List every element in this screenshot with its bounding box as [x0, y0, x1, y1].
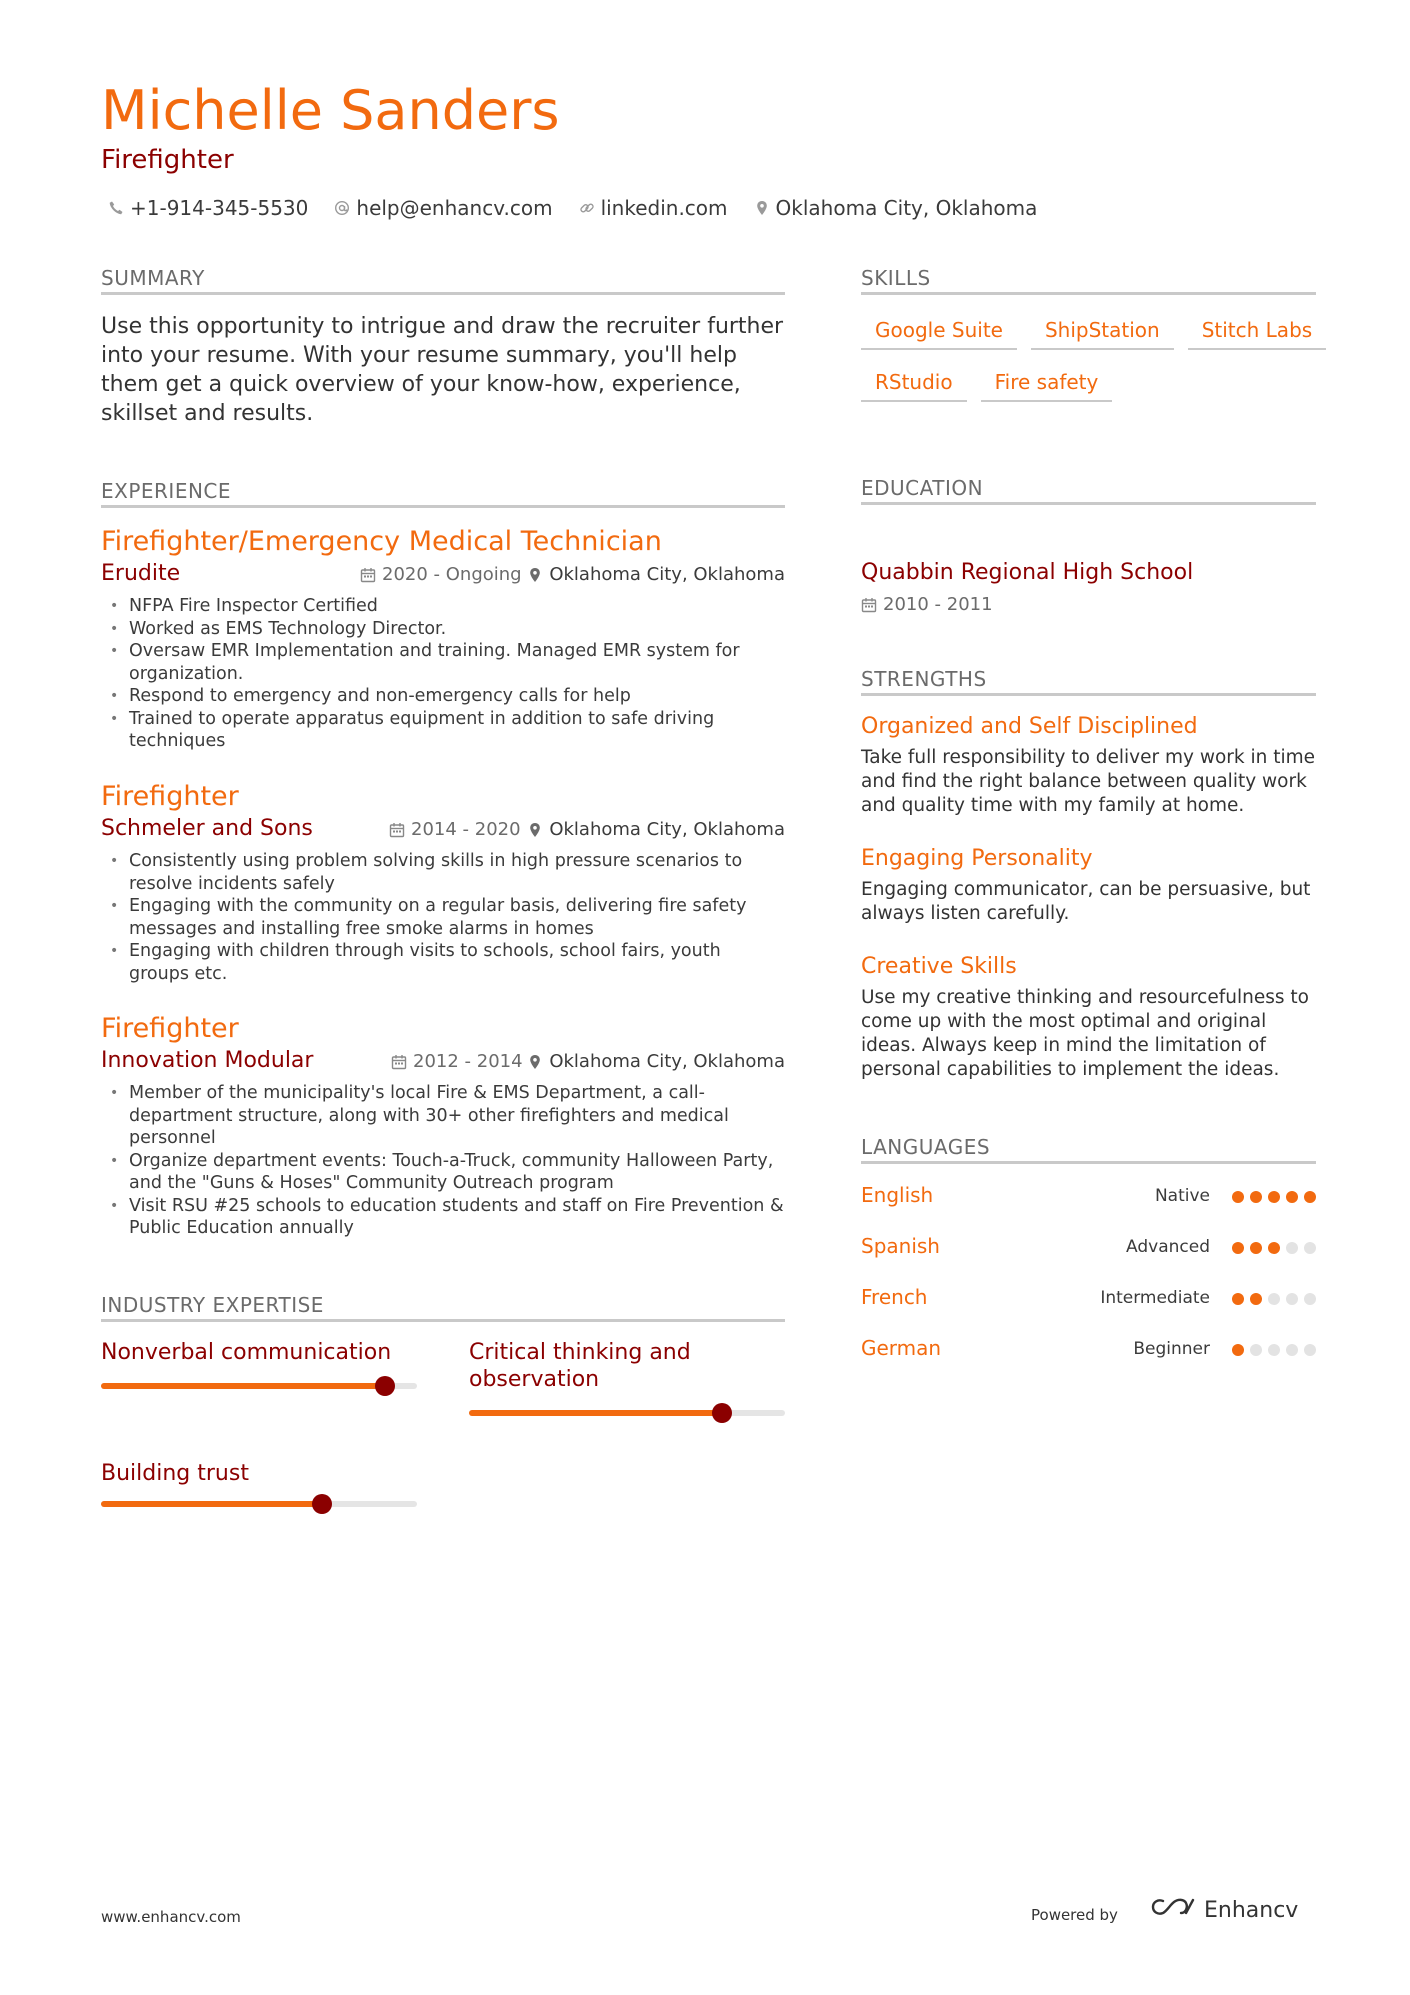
job-entry: [101, 1012, 785, 1240]
calendar-icon: [360, 567, 376, 583]
education-dates-text: 2010 - 2011: [883, 594, 993, 615]
job-entry: [101, 525, 785, 753]
job-title: Firefighter/Emergency Medical Technician: [101, 526, 662, 557]
language-dot-empty: [1286, 1344, 1298, 1356]
contact-phone[interactable]: [108, 196, 308, 220]
language-dot-filled: [1250, 1242, 1262, 1254]
job-meta: [101, 816, 785, 846]
education-heading: EDUCATION: [861, 476, 1316, 505]
language-level: Advanced: [1126, 1237, 1210, 1257]
job-dates-text: 2012 - 2014: [413, 1051, 523, 1072]
job-title: Firefighter: [101, 781, 239, 812]
language-name: French: [861, 1285, 928, 1309]
language-name: German: [861, 1336, 942, 1360]
brand-logo[interactable]: [1150, 1895, 1298, 1925]
language-dot-empty: [1268, 1344, 1280, 1356]
skills-heading: SKILLS: [861, 266, 1316, 295]
language-dot-empty: [1304, 1242, 1316, 1254]
company-name: Erudite: [101, 561, 181, 586]
skill-tag: Fire safety: [981, 366, 1113, 402]
job-location-text: Oklahoma City, Oklahoma: [549, 564, 785, 585]
job-bullets: [101, 1082, 785, 1240]
enhancv-logo-icon: [1150, 1895, 1196, 1925]
job-dates: [391, 1051, 523, 1072]
language-dot-empty: [1304, 1344, 1316, 1356]
language-level: Intermediate: [1100, 1288, 1210, 1308]
job-bullet: • NFPA Fire Inspector Certified: [101, 595, 785, 618]
strength-item: [861, 845, 1321, 926]
location-text: Oklahoma City, Oklahoma: [775, 196, 1038, 220]
language-dot-filled: [1304, 1191, 1316, 1203]
job-bullet: • Trained to operate apparatus equipment in addition to safe driving techniques: [101, 708, 785, 753]
candidate-title: Firefighter: [101, 145, 234, 175]
expertise-bar-knob: [712, 1403, 732, 1423]
job-location: [527, 1051, 785, 1072]
job-location: [527, 819, 785, 840]
summary-heading: SUMMARY: [101, 266, 785, 295]
skill-tag: Stitch Labs: [1188, 314, 1326, 350]
job-bullet: • Organize department events: Touch-a-Truck, community Halloween Party, and the "Guns & Hoses" Community Outreach program: [101, 1150, 785, 1195]
expertise-label: Building trust: [101, 1461, 249, 1486]
expertise-heading: INDUSTRY EXPERTISE: [101, 1293, 785, 1322]
language-dot-filled: [1268, 1242, 1280, 1254]
job-bullet: • Engaging with the community on a regular basis, delivering fire safety messages and installing free smoke alarms in homes: [101, 895, 785, 940]
job-location: [527, 564, 785, 585]
language-dot-empty: [1286, 1293, 1298, 1305]
expertise-bar-fill: [101, 1501, 322, 1507]
job-bullet: • Visit RSU #25 schools to education students and staff on Fire Prevention & Public Education annually: [101, 1195, 785, 1240]
location-icon: [527, 822, 543, 838]
language-level: Native: [1154, 1186, 1210, 1206]
strength-item: [861, 953, 1321, 1082]
job-dates-text: 2020 - Ongoing: [382, 564, 522, 585]
language-dots: [1232, 1293, 1316, 1305]
expertise-item: [101, 1460, 417, 1520]
skills-list: [861, 314, 1331, 402]
contact-location: [754, 196, 1038, 220]
calendar-icon: [389, 822, 405, 838]
job-bullet: • Oversaw EMR Implementation and training. Managed EMR system for organization.: [101, 640, 785, 685]
education-school: Quabbin Regional High School: [861, 560, 1194, 585]
expertise-bar-knob: [375, 1376, 395, 1396]
expertise-item: [469, 1339, 785, 1429]
language-dot-empty: [1304, 1293, 1316, 1305]
calendar-icon: [391, 1054, 407, 1070]
language-dot-filled: [1232, 1191, 1244, 1203]
expertise-bar-fill: [101, 1383, 385, 1389]
company-name: Innovation Modular: [101, 1048, 314, 1073]
job-title: Firefighter: [101, 1013, 239, 1044]
experience-heading: EXPERIENCE: [101, 479, 785, 508]
contact-bar: [108, 196, 1037, 220]
language-dots: [1232, 1191, 1316, 1203]
job-bullet: • Member of the municipality's local Fire & EMS Department, a call-department structure, along with 30+ other firefighters and medical personnel: [101, 1082, 785, 1150]
job-dates: [389, 819, 521, 840]
language-dot-filled: [1232, 1344, 1244, 1356]
language-dots: [1232, 1242, 1316, 1254]
contact-linkedin[interactable]: [579, 196, 728, 220]
powered-by-label: Powered by: [1031, 1906, 1118, 1924]
strength-item: [861, 713, 1321, 818]
language-dot-empty: [1250, 1344, 1262, 1356]
location-icon: [754, 200, 770, 216]
language-dot-filled: [1250, 1191, 1262, 1203]
job-location-text: Oklahoma City, Oklahoma: [549, 819, 785, 840]
strength-description: Use my creative thinking and resourcefulness to come up with the most optimal and original ideas. Always keep in mind the limitation of personal capabilities to implement the ideas.: [861, 987, 1309, 1080]
language-dot-filled: [1286, 1191, 1298, 1203]
candidate-name: Michelle Sanders: [101, 79, 560, 142]
strength-description: Take full responsibility to deliver my work in time and find the right balance between quality work and quality time with my family at home.: [861, 747, 1316, 816]
summary-text: Use this opportunity to intrigue and draw the recruiter further into your resume. With your resume summary, you'll help them get a quick overview of your know-how, experience, skillset and results.: [101, 314, 784, 426]
language-name: English: [861, 1183, 934, 1207]
job-bullets: [101, 850, 785, 985]
job-bullet: • Consistently using problem solving skills in high pressure scenarios to resolve incidents safely: [101, 850, 785, 895]
footer-url[interactable]: www.enhancv.com: [101, 1908, 241, 1926]
language-row: [861, 1183, 1316, 1213]
strength-title: Organized and Self Disciplined: [861, 714, 1198, 739]
language-dots: [1232, 1344, 1316, 1356]
language-row: [861, 1234, 1316, 1264]
skill-tag: Google Suite: [861, 314, 1017, 350]
language-dot-filled: [1232, 1242, 1244, 1254]
language-level: Beginner: [1133, 1339, 1210, 1359]
expertise-bar: [101, 1501, 417, 1507]
job-bullet: • Engaging with children through visits to schools, school fairs, youth groups etc.: [101, 940, 785, 985]
location-icon: [527, 1054, 543, 1070]
job-bullet: • Respond to emergency and non-emergency calls for help: [101, 685, 785, 708]
expertise-bar-knob: [312, 1494, 332, 1514]
expertise-bar-fill: [469, 1410, 722, 1416]
link-icon: [579, 200, 595, 216]
job-bullets: [101, 595, 785, 753]
expertise-bar: [469, 1410, 785, 1416]
job-meta: [101, 561, 785, 591]
location-icon: [527, 567, 543, 583]
phone-text: +1-914-345-5530: [130, 196, 309, 220]
expertise-item: [101, 1339, 417, 1399]
language-row: [861, 1336, 1316, 1366]
job-location-text: Oklahoma City, Oklahoma: [549, 1051, 785, 1072]
strength-title: Engaging Personality: [861, 846, 1093, 871]
job-dates-text: 2014 - 2020: [411, 819, 521, 840]
language-dot-empty: [1286, 1242, 1298, 1254]
education-dates: [861, 594, 993, 615]
job-meta: [101, 1048, 785, 1078]
strengths-heading: STRENGTHS: [861, 667, 1316, 696]
linkedin-text: linkedin.com: [600, 196, 728, 220]
calendar-icon: [861, 597, 877, 613]
job-dates: [360, 564, 522, 585]
brand-name: Enhancv: [1204, 1897, 1299, 1923]
skill-tag: RStudio: [861, 366, 967, 402]
company-name: Schmeler and Sons: [101, 816, 313, 841]
expertise-label: Nonverbal communication: [101, 1340, 392, 1365]
skill-tag: ShipStation: [1031, 314, 1174, 350]
language-name: Spanish: [861, 1234, 940, 1258]
expertise-bar: [101, 1383, 417, 1389]
email-text: help@enhancv.com: [356, 196, 553, 220]
contact-email[interactable]: [334, 196, 552, 220]
job-bullet: • Worked as EMS Technology Director.: [101, 618, 785, 641]
language-row: [861, 1285, 1316, 1315]
strength-title: Creative Skills: [861, 954, 1017, 979]
language-dot-filled: [1232, 1293, 1244, 1305]
strength-description: Engaging communicator, can be persuasive, but always listen carefully.: [861, 879, 1311, 924]
language-dot-empty: [1268, 1293, 1280, 1305]
expertise-label: Critical thinking and observation: [469, 1340, 691, 1392]
language-dot-filled: [1268, 1191, 1280, 1203]
at-icon: [334, 200, 350, 216]
job-entry: [101, 780, 785, 985]
phone-icon: [108, 200, 124, 216]
languages-heading: LANGUAGES: [861, 1135, 1316, 1164]
language-dot-filled: [1250, 1293, 1262, 1305]
